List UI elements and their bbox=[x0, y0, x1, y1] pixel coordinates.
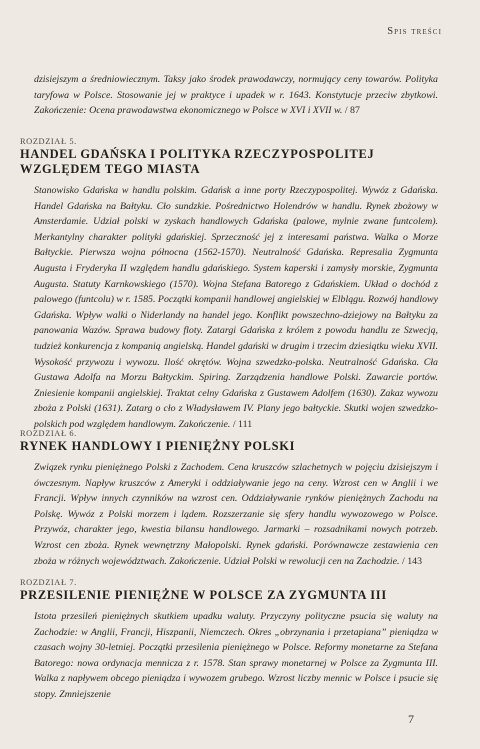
intro-section bbox=[20, 72, 438, 119]
chapter-title: RYNEK HANDLOWY I PIENIĘŻNY POLSKI bbox=[20, 439, 296, 453]
chapter-label: ROZDZIAŁ 6. bbox=[20, 429, 77, 438]
chapter-summary-text: Istota przesileń pieniężnych skutkiem upadku waluty. Przyczyny polityczne psucia się waluty na Zachodzie: w Anglii, Francji, Hiszpanii, Niemczech. Okres „obrzynania i przetapiana” pieniądza w czasach wojny 30-letniej. Początki przesilenia pieniężnego w Polsce. Reformy monetarne za Stefana Batorego: nowa ordynacja mennicza z r. 1578. Stan sprawy monetarnej w Polsce za Zygmunta III. Walka z napływem obcego pieniądza i wywozem grubego. Wzrost liczby mennic w Polsce i psucie się stopy. Zmniejszenie bbox=[34, 611, 438, 700]
chapter-title: HANDEL GDAŃSKA I POLITYKA RZECZYPOSPOLITEJ WZGLĘDEM TEGO MIASTA bbox=[20, 147, 375, 176]
intro-page-ref: / 87 bbox=[344, 105, 360, 117]
chapter-summary bbox=[20, 183, 438, 433]
chapter-summary bbox=[20, 609, 438, 703]
chapter-5 bbox=[20, 136, 438, 433]
chapter-label: ROZDZIAŁ 5. bbox=[20, 137, 77, 146]
chapter-summary-text: Związek rynku pieniężnego Polski z Zachodem. Cena kruszców szlachetnych w pojęciu dzisiejszym i ówczesnym. Napływ kruszców z Ameryki i oddziaływanie jego na ceny. Wzrost cen w Anglii i we Francji. Wpływ innych czynników na wzrost cen. Oddziaływanie rynków pieniężnych Zachodu na Polskę. Wywóz z Polski morzem i lądem. Rozszerzanie się sfery handlu wywozowego w Polsce. Przywóz, charakter jego, kwestia bilansu handlowego. Jarmarki – rozsadnikami nowych potrzeb. Wzrost cen zboża. Rynek wewnętrzny Małopolski. Rynek gdański. Porównawcze zestawienia cen zboża w różnych województwach. Zakończenie. Udział Polski w rewolucji cen na Zachodzie. bbox=[34, 462, 438, 567]
chapter-6 bbox=[20, 428, 438, 569]
chapter-page-ref: / 143 bbox=[402, 555, 423, 567]
page-number: 7 bbox=[408, 712, 414, 726]
chapter-page-ref: / 111 bbox=[232, 418, 253, 430]
chapter-7 bbox=[20, 577, 438, 703]
chapter-label: ROZDZIAŁ 7. bbox=[20, 578, 77, 587]
running-head: Spis treści bbox=[387, 26, 442, 37]
chapter-title: PRZESILENIE PIENIĘŻNE W POLSCE ZA ZYGMUNTA III bbox=[20, 588, 387, 602]
intro-text: dzisiejszym a średniowiecznym. Taksy jako środek prawodawczy, normujący ceny towarów. Polityka taryfowa w Polsce. Stosowanie jej w praktyce i upadek w r. 1643. Konstytucje przeciw zbytkowi. Zakończenie: Ocena prawodawstwa ekonomicznego w Polsce w XVI i XVII w. bbox=[34, 74, 438, 117]
intro-paragraph bbox=[20, 72, 438, 119]
chapter-summary bbox=[20, 460, 438, 569]
chapter-summary-text: Stanowisko Gdańska w handlu polskim. Gdańsk a inne porty Rzeczypospolitej. Wywóz z Gdańska. Handel Gdańska na Bałtyku. Cło sundzkie. Pośrednictwo Holendrów w handlu. Rynek zbożowy w Amsterdamie. Udział polski w zyskach handlowych Gdańska (palowe, mylnie zwane funtcolem). Merkantylny charakter polityki gdańskiej. Sprzeczność jej z interesami państwa. Walka o Morze Bałtyckie. Pierwsza wojna północna (1562-1570). Neutralność Gdańska. Represalia Zygmunta Augusta i Fryderyka II względem handlu gdańskiego. System kaperski i zamysły morskie, Zygmunta Augusta. Statuty Karnkowskiego (1570). Wojna Stefana Batorego z Gdańskiem. Układ o dochód z palowego (funtcolu) w r. 1585. Początki kompanii handlowej angielskiej w Elblągu. Rozwój handlowy Gdańska. Wpływ walki o Niderlandy na handel jego. Konflikt powszechno-dziejowy na Bałtyku za panowania Wazów. Sprawa budowy floty. Zatargi Gdańska z królem z powodu handlu ze Szwecją, tudzież konkurencja z kompanią angielską. Handel gdański w drugim i trzecim dziesiątku wieku XVII. Wysokość przywozu i wywozu. Ilość okrętów. Wojna szwedzko-polska. Neutralność Gdańska. Cła Gustawa Adolfa na Morzu Bałtyckim. Spiring. Zarządzenia handlowe Polski. Zawarcie portów. Zniesienie kompanii angielskiej. Traktat celny Gdańska z Gustawem Adolfem (1630). Zakaz wywozu zboża z Polski (1631). Zatarg o cło z Władysławem IV. Plany jego bałtyckie. Skutki wojen szwedzko-polskich pod względem handlowym. Zakończenie. bbox=[34, 185, 438, 430]
